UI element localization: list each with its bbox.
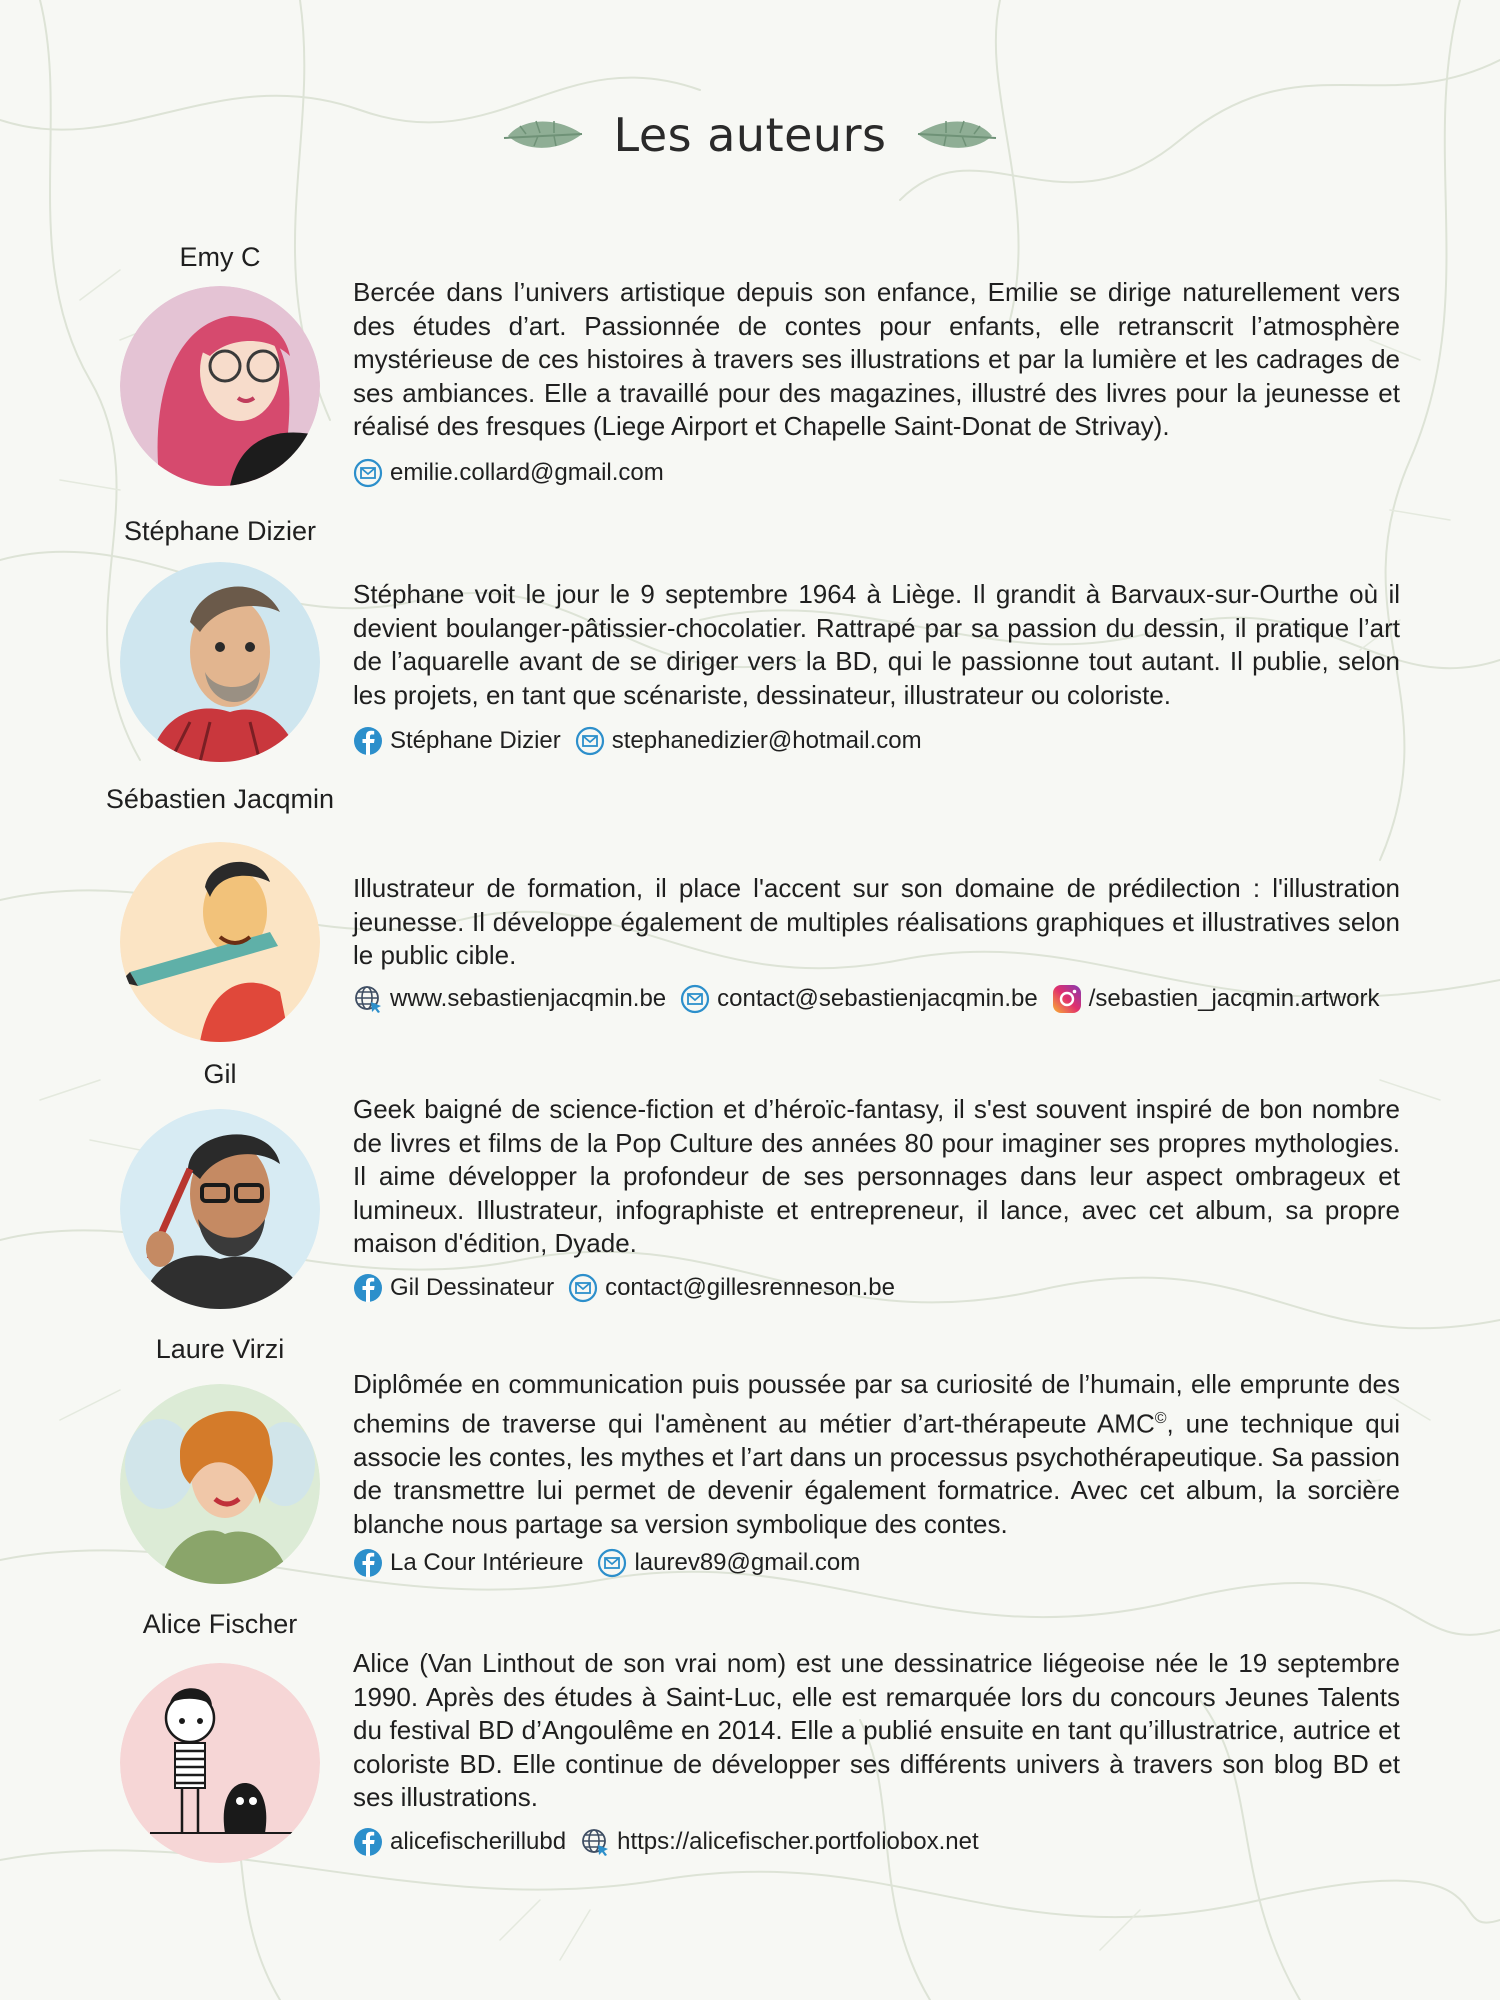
author-avatar: [120, 1109, 320, 1309]
facebook-link[interactable]: [353, 1273, 554, 1303]
copyright-mark: ©: [1154, 1409, 1167, 1427]
author-name: Emy C: [179, 242, 261, 272]
contact-text: contact@sebastienjacqmin.be: [717, 985, 1038, 1012]
author-name: Laure Virzi: [155, 1334, 285, 1364]
instagram-link[interactable]: [1052, 984, 1380, 1014]
author-contacts: [353, 1827, 1453, 1857]
web-icon: [353, 984, 383, 1014]
mail-icon: [680, 984, 710, 1014]
author-contacts: [353, 458, 1453, 488]
author-avatar: [120, 562, 320, 762]
mail-icon: [575, 726, 605, 756]
author-contacts: [353, 1548, 1453, 1578]
author-avatar: [120, 1384, 320, 1584]
website-link[interactable]: [353, 984, 666, 1014]
contact-text: emilie.collard@gmail.com: [390, 459, 664, 486]
facebook-icon: [353, 1273, 383, 1303]
mail-icon: [568, 1273, 598, 1303]
contact-text: https://alicefischer.portfoliobox.net: [617, 1828, 979, 1855]
facebook-icon: [353, 726, 383, 756]
author-bio: Illustrateur de formation, il place l'accent sur son domaine de prédilection : l'illustration jeunesse. Il développe également de multiples réalisations graphiques et illustratives selon le public cible.: [353, 873, 1400, 971]
facebook-link[interactable]: [353, 726, 561, 756]
mail-icon: [353, 458, 383, 488]
author-avatar: [120, 286, 320, 486]
author-contacts: [353, 1273, 1453, 1303]
contact-text: laurev89@gmail.com: [634, 1549, 861, 1576]
page-title: Les auteurs: [613, 108, 887, 162]
author-bio: [353, 1368, 1400, 1542]
contact-text: contact@gillesrenneson.be: [605, 1274, 895, 1301]
author-contacts: [353, 726, 1453, 756]
facebook-icon: [353, 1827, 383, 1857]
instagram-icon: [1052, 984, 1082, 1014]
author-name: Stéphane Dizier: [123, 516, 317, 546]
avatar-stephane-portrait: [120, 562, 320, 762]
email-link[interactable]: [568, 1273, 895, 1303]
author-bio: Bercée dans l’univers artistique depuis son enfance, Emilie se dirige naturellement vers des études d’art. Passionnée de contes pour enfants, elle retranscrit l’atmosphère mystérieuse de ces histoires à travers ses illustrations et par la lumière et les cadrages de ses ambiances. Elle a travaillé pour des magazines, illustré des livres pour la jeunesse et réalisé des fresques (Liege Airport et Chapelle Saint-Donat de Strivay).: [353, 277, 1400, 442]
contact-text: /sebastien_jacqmin.artwork: [1088, 985, 1380, 1012]
email-link[interactable]: [597, 1548, 860, 1578]
contact-text: Gil Dessinateur: [390, 1274, 555, 1301]
author-bio: Stéphane voit le jour le 9 septembre 1964 à Liège. Il grandit à Barvaux-sur-Ourthe où il devient boulanger-pâtissier-chocolatier. Rattrapé par sa passion du dessin, il pratique l’art de l’aquarelle avant de se diriger vers la BD, qui le passionne tout autant. Il publie, selon les projets, en tant que scénariste, dessinateur, illustrateur ou coloriste.: [353, 579, 1400, 710]
author-name: Sébastien Jacqmin: [105, 784, 335, 814]
email-link[interactable]: [680, 984, 1038, 1014]
avatar-gil-portrait: [120, 1109, 320, 1309]
avatar-laure-portrait: [120, 1384, 320, 1584]
leaf-left-icon: [502, 114, 588, 156]
bio-text: , une technique qui associe les contes, les mythes et l’art dans un processus psychothérapeutique. Sa passion de transmettre lui permet de devenir également formatrice. Avec cet album, la sorcière blanche nous partage sa version symbolique des contes.: [353, 1408, 1401, 1540]
website-link[interactable]: [580, 1827, 979, 1857]
author-bio: Geek baigné de science-fiction et d’héroïc-fantasy, il s'est souvent inspiré de bon nombre de livres et films de la Pop Culture des années 80 pour imaginer ses propres mythologies. Il aime développer la profondeur de ses personnages dans leur aspect ombrageux et lumineux. Illustrateur, infographiste et entrepreneur, il lance, avec cet album, sa propre maison d'édition, Dyade.: [353, 1094, 1400, 1259]
author-bio: Alice (Van Linthout de son vrai nom) est une dessinatrice liégeoise née le 19 septembre 1990. Après des études à Saint-Luc, elle est remarquée lors du concours Jeunes Talents du festival BD d’Angoulême en 2014. Elle a publié ensuite en tant qu’illustratrice, autrice et coloriste BD. Elle continue de développer ses différents univers à travers son blog BD et ses illustrations.: [353, 1648, 1400, 1813]
mail-icon: [597, 1548, 627, 1578]
contact-text: Stéphane Dizier: [390, 727, 561, 754]
email-link[interactable]: [353, 458, 664, 488]
facebook-link[interactable]: [353, 1827, 566, 1857]
author-name: Gil: [203, 1059, 237, 1089]
author-avatar: [120, 842, 320, 1042]
contact-text: stephanedizier@hotmail.com: [611, 727, 922, 754]
page-header: [0, 100, 1500, 170]
web-icon: [580, 1827, 610, 1857]
avatar-emy-portrait: [120, 286, 320, 486]
avatar-sebastien-portrait: [120, 842, 320, 1042]
facebook-icon: [353, 1548, 383, 1578]
author-contacts: [353, 984, 1453, 1014]
contact-text: La Cour Intérieure: [390, 1549, 584, 1576]
contact-text: alicefischerillubd: [390, 1828, 567, 1855]
author-name: Alice Fischer: [142, 1609, 298, 1639]
email-link[interactable]: [575, 726, 922, 756]
bio-text: Diplômée en communication puis poussée par sa curiosité de l’humain, elle emprunte des chemins de traverse qui l'amènent au métier d’art-thérapeute AMC: [353, 1369, 1400, 1439]
avatar-alice-portrait: [120, 1663, 320, 1863]
author-avatar: [120, 1663, 320, 1863]
facebook-link[interactable]: [353, 1548, 583, 1578]
contact-text: www.sebastienjacqmin.be: [390, 985, 667, 1012]
leaf-right-icon: [912, 114, 998, 156]
